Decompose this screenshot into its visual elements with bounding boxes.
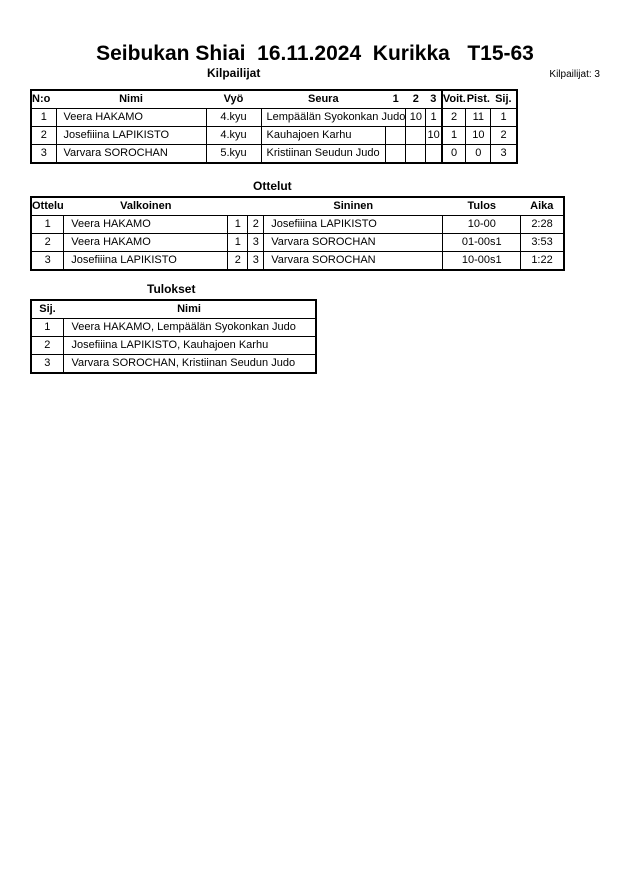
- cell-score-3: 1: [426, 109, 442, 127]
- cell-nimi: Varvara SOROCHAN, Kristiinan Seudun Judo: [63, 355, 316, 374]
- col-header-sij: Sij.: [31, 300, 63, 319]
- table-row: [31, 109, 517, 127]
- cell-ottelu: 2: [31, 234, 64, 252]
- col-header-seura: Seura: [261, 90, 386, 109]
- col-header-nimi: Nimi: [56, 90, 206, 109]
- cell-voit: 1: [442, 127, 466, 145]
- cell-aika: 2:28: [521, 216, 564, 234]
- cell-sij: 1: [31, 319, 63, 337]
- cell-aika: 3:53: [521, 234, 564, 252]
- table-row: [31, 252, 564, 271]
- cell-score-1: [386, 145, 406, 164]
- cell-no: 2: [31, 127, 56, 145]
- cell-sininen: Varvara SOROCHAN: [264, 252, 443, 271]
- cell-wnum: 1: [228, 216, 248, 234]
- cell-voit: 0: [442, 145, 466, 164]
- cell-valkoinen: Veera HAKAMO: [64, 234, 228, 252]
- table-row: [31, 355, 316, 374]
- col-header-valkoinen: Valkoinen: [64, 197, 228, 216]
- cell-ottelu: 1: [31, 216, 64, 234]
- cell-aika: 1:22: [521, 252, 564, 271]
- col-header-tulos: Tulos: [443, 197, 521, 216]
- col-header-nimi: Nimi: [63, 300, 316, 319]
- cell-vyo: 5.kyu: [206, 145, 261, 164]
- table-row: [31, 319, 316, 337]
- cell-score-3: 10: [426, 127, 442, 145]
- col-header-sininen: Sininen: [264, 197, 443, 216]
- col-header-opp1: 1: [386, 90, 406, 109]
- cell-score-2: [406, 145, 426, 164]
- cell-seura: Kristiinan Seudun Judo: [261, 145, 386, 164]
- section-heading-ottelut: Ottelut: [253, 179, 292, 193]
- col-header-sij: Sij.: [491, 90, 517, 109]
- cell-vyo: 4.kyu: [206, 127, 261, 145]
- table-row: [31, 216, 564, 234]
- section-heading-tulokset: Tulokset: [147, 282, 196, 296]
- cell-ottelu: 3: [31, 252, 64, 271]
- ottelut-header-row: [31, 197, 564, 216]
- cell-pist: 11: [466, 109, 491, 127]
- cell-score-1: [386, 127, 406, 145]
- cell-sij: 2: [31, 337, 63, 355]
- cell-score-3: [426, 145, 442, 164]
- tulokset-header-row: [31, 300, 316, 319]
- cell-nimi: Josefiiina LAPIKISTO, Kauhajoen Karhu: [63, 337, 316, 355]
- cell-nimi: Varvara SOROCHAN: [56, 145, 206, 164]
- table-row: [31, 234, 564, 252]
- competitors-count-label: Kilpailijat: 3: [549, 69, 600, 80]
- col-header-bnum: [248, 197, 264, 216]
- col-header-no: N:o: [31, 90, 56, 109]
- kilpailijat-table: [30, 89, 518, 164]
- kilpailijat-header-row: [31, 90, 517, 109]
- cell-tulos: 10-00s1: [443, 252, 521, 271]
- col-header-opp3: 3: [426, 90, 442, 109]
- ottelut-table: [30, 196, 565, 271]
- cell-bnum: 3: [248, 252, 264, 271]
- cell-nimi: Josefiiina LAPIKISTO: [56, 127, 206, 145]
- cell-sij: 2: [491, 127, 517, 145]
- cell-tulos: 10-00: [443, 216, 521, 234]
- cell-seura: Lempäälän Syokonkan Judo: [261, 109, 406, 127]
- col-header-pist: Pist.: [466, 90, 491, 109]
- cell-sininen: Josefiiina LAPIKISTO: [264, 216, 443, 234]
- tulokset-table: [30, 299, 317, 374]
- cell-wnum: 2: [228, 252, 248, 271]
- cell-sij: 3: [31, 355, 63, 374]
- cell-tulos: 01-00s1: [443, 234, 521, 252]
- cell-valkoinen: Josefiiina LAPIKISTO: [64, 252, 228, 271]
- cell-sininen: Varvara SOROCHAN: [264, 234, 443, 252]
- cell-valkoinen: Veera HAKAMO: [64, 216, 228, 234]
- cell-nimi: Veera HAKAMO, Lempäälän Syokonkan Judo: [63, 319, 316, 337]
- cell-no: 3: [31, 145, 56, 164]
- table-row: [31, 337, 316, 355]
- col-header-opp2: 2: [406, 90, 426, 109]
- col-header-voit: Voit.: [442, 90, 466, 109]
- section-heading-kilpailijat: Kilpailijat: [207, 66, 261, 80]
- cell-pist: 10: [466, 127, 491, 145]
- cell-no: 1: [31, 109, 56, 127]
- cell-wnum: 1: [228, 234, 248, 252]
- cell-vyo: 4.kyu: [206, 109, 261, 127]
- cell-sij: 3: [491, 145, 517, 164]
- table-row: [31, 127, 517, 145]
- cell-sij: 1: [491, 109, 517, 127]
- cell-voit: 2: [442, 109, 466, 127]
- page-title: Seibukan Shiai 16.11.2024 Kurikka T15-63: [96, 42, 534, 65]
- col-header-wnum: [228, 197, 248, 216]
- cell-score-2: [406, 127, 426, 145]
- cell-seura: Kauhajoen Karhu: [261, 127, 386, 145]
- cell-pist: 0: [466, 145, 491, 164]
- cell-bnum: 2: [248, 216, 264, 234]
- col-header-aika: Aika: [521, 197, 564, 216]
- col-header-ottelu: Ottelu: [31, 197, 64, 216]
- table-row: [31, 145, 517, 164]
- col-header-vyo: Vyö: [206, 90, 261, 109]
- cell-score-2: 10: [406, 109, 426, 127]
- cell-nimi: Veera HAKAMO: [56, 109, 206, 127]
- cell-bnum: 3: [248, 234, 264, 252]
